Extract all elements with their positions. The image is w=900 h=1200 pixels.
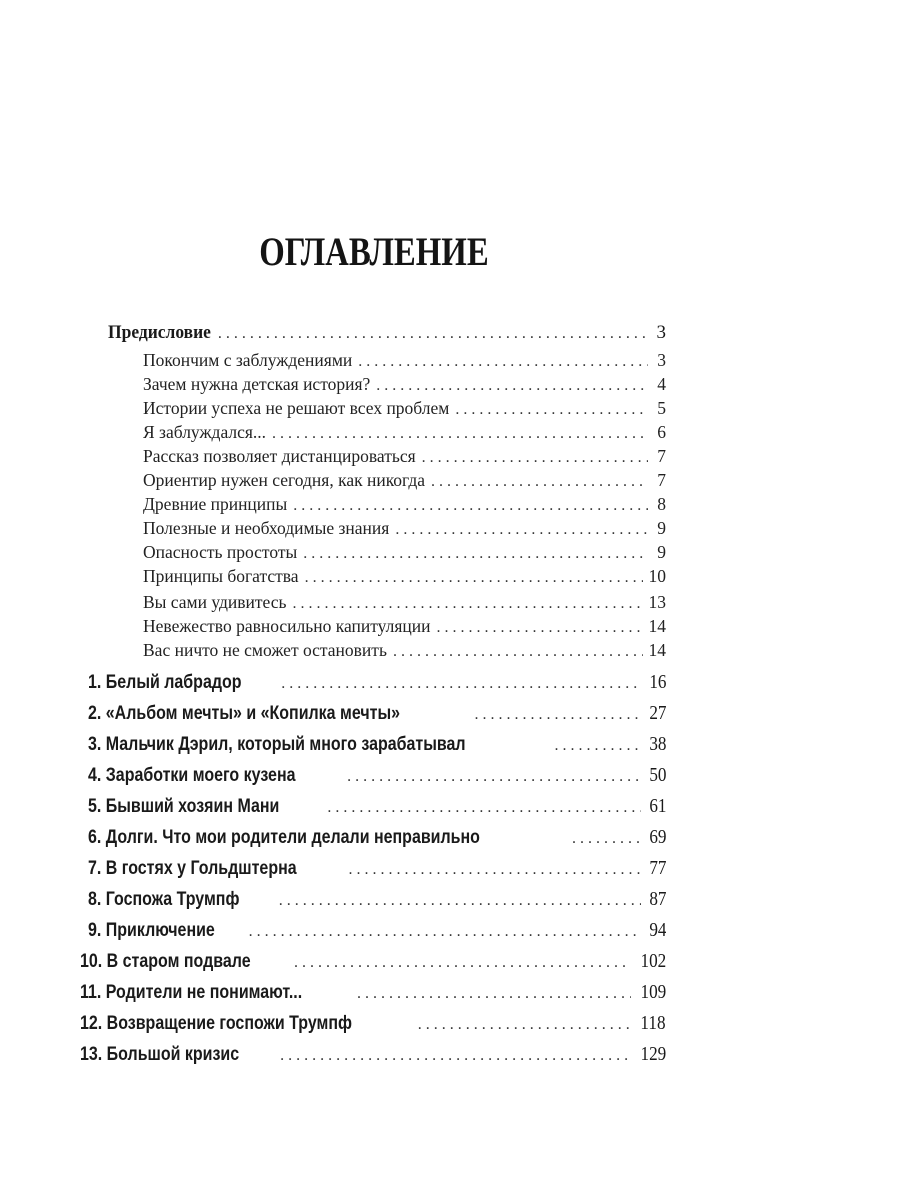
toc-entry-page: 3 <box>657 350 666 370</box>
toc-chapter-label: 8. Госпожа Трумпф <box>88 888 240 910</box>
toc-chapter[interactable] <box>88 888 666 911</box>
toc-entry-preface[interactable] <box>108 322 666 344</box>
toc-chapter[interactable] <box>88 702 666 725</box>
toc-chapter-label: 1. Белый лабрадор <box>88 671 242 693</box>
toc-chapter-label: 4. Заработки моего кузена <box>88 764 296 786</box>
toc-subentry[interactable] <box>143 422 666 443</box>
toc-chapter[interactable] <box>88 857 666 880</box>
toc-chapter-label: 6. Долги. Что мои родители делали неправильно <box>88 826 480 848</box>
toc-chapter[interactable] <box>88 764 666 787</box>
toc-entry-label: Вас ничто не сможет остановить <box>143 640 387 660</box>
toc-chapter-page: 69 <box>648 827 666 848</box>
dot-leader <box>272 425 648 443</box>
dot-leader <box>437 619 643 637</box>
toc-entry-label: Вы сами удивитесь <box>143 592 287 612</box>
toc-subentry[interactable] <box>143 542 666 563</box>
page-title: ОГЛАВЛЕНИЕ <box>259 229 489 274</box>
dot-leader <box>376 377 648 395</box>
dot-leader <box>395 521 648 539</box>
toc-entry-label: Рассказ позволяет дистанцироваться <box>143 446 416 466</box>
dot-leader <box>293 497 648 515</box>
toc-chapter[interactable] <box>80 1043 666 1066</box>
toc-subentry[interactable] <box>143 470 666 491</box>
toc-chapter[interactable] <box>80 950 666 973</box>
toc-subentry[interactable] <box>143 398 666 419</box>
toc-entry-label: Ориентир нужен сегодня, как никогда <box>143 470 426 490</box>
toc-chapter[interactable] <box>88 795 666 818</box>
toc-chapter-label: 10. В старом подвале <box>80 950 251 972</box>
dot-leader <box>293 595 643 613</box>
toc-entry-page: 7 <box>657 470 666 490</box>
dot-leader <box>455 401 648 419</box>
toc-entry-label: Древние принципы <box>143 494 288 514</box>
dot-leader <box>249 923 641 941</box>
toc-entry-label: Опасность простоты <box>143 542 298 562</box>
toc-entry-page: 14 <box>648 640 666 660</box>
dot-leader <box>279 892 641 910</box>
toc-entry-page: 10 <box>648 566 666 586</box>
dot-leader <box>418 1016 632 1034</box>
toc-entry-page: 9 <box>657 518 666 538</box>
toc-chapter-page: 16 <box>648 672 666 693</box>
toc-subentry[interactable] <box>143 374 666 395</box>
toc-entry-page: 13 <box>648 592 666 612</box>
toc-entry-label: Покончим с заблуждениями <box>143 350 353 370</box>
dot-leader <box>348 861 640 879</box>
toc-entry-page: 14 <box>648 616 666 636</box>
toc-subentry[interactable] <box>143 494 666 515</box>
toc-chapter-page: 102 <box>640 951 666 972</box>
dot-leader <box>281 675 640 693</box>
toc-chapter-label: 9. Приключение <box>88 919 215 941</box>
toc-chapter-page: 50 <box>648 765 666 786</box>
toc-entry-label: Полезные и необходимые знания <box>143 518 390 538</box>
dot-leader <box>280 1047 631 1065</box>
dot-leader <box>347 768 640 786</box>
toc-entry-page: 9 <box>657 542 666 562</box>
dot-leader <box>303 545 648 563</box>
dot-leader <box>422 449 648 467</box>
toc-entry-label: Зачем нужна детская история? <box>143 374 371 394</box>
toc-chapter-label: 3. Мальчик Дэрил, который много зарабатывал <box>88 733 466 755</box>
toc-subentry[interactable] <box>143 640 666 661</box>
toc-subentry[interactable] <box>143 566 666 587</box>
dot-leader <box>393 643 643 661</box>
toc-subentry[interactable] <box>143 616 666 637</box>
toc-subentry[interactable] <box>143 592 666 613</box>
toc-subentry[interactable] <box>143 350 666 371</box>
toc-entry-page: 5 <box>657 398 666 418</box>
toc-chapter[interactable] <box>88 733 666 756</box>
toc-entry-label: Предисловие <box>108 322 211 343</box>
toc-chapter-label: 7. В гостях у Гольдштерна <box>88 857 297 879</box>
dot-leader <box>554 737 640 755</box>
toc-chapter-page: 87 <box>648 889 666 910</box>
toc-entry-page: 8 <box>657 494 666 514</box>
toc-chapter-label: 12. Возвращение госпожи Трумпф <box>80 1012 353 1034</box>
toc-chapter-label: 13. Большой кризис <box>80 1043 240 1065</box>
toc-entry-label: Истории успеха не решают всех проблем <box>143 398 450 418</box>
toc-entry-page: 7 <box>657 446 666 466</box>
toc-chapter[interactable] <box>88 671 666 694</box>
toc-chapter-page: 129 <box>640 1044 666 1065</box>
toc-entry-page: 4 <box>657 374 666 394</box>
dot-leader <box>572 830 641 848</box>
dot-leader <box>305 569 643 587</box>
toc-chapter-label: 2. «Альбом мечты» и «Копилка мечты» <box>88 702 401 724</box>
toc-chapter[interactable] <box>88 919 666 942</box>
toc-chapter-label: 5. Бывший хозяин Мани <box>88 795 280 817</box>
dot-leader <box>358 353 648 371</box>
toc-chapter[interactable] <box>80 1012 666 1035</box>
toc-entry-page: 6 <box>657 422 666 442</box>
toc-chapter-page: 118 <box>640 1013 666 1034</box>
dot-leader <box>218 325 648 343</box>
toc-entry-label: Я заблуждался... <box>143 422 267 442</box>
toc-chapter[interactable] <box>80 981 666 1004</box>
toc-subentry[interactable] <box>143 446 666 467</box>
toc-chapter-label: 11. Родители не понимают... <box>80 981 303 1003</box>
dot-leader <box>357 985 631 1003</box>
dot-leader <box>327 799 640 817</box>
toc-chapter-page: 61 <box>648 796 666 817</box>
dot-leader <box>475 706 641 724</box>
toc-subentry[interactable] <box>143 518 666 539</box>
toc-entry-label: Принципы богатства <box>143 566 299 586</box>
dot-leader <box>431 473 648 491</box>
dot-leader <box>294 954 631 972</box>
toc-chapter-page: 27 <box>648 703 666 724</box>
toc-chapter-page: 109 <box>640 982 666 1003</box>
toc-entry-page: 3 <box>656 322 666 343</box>
toc-chapter[interactable] <box>88 826 666 849</box>
toc-chapter-page: 77 <box>648 858 666 879</box>
toc-chapter-page: 38 <box>648 734 666 755</box>
toc-entry-label: Невежество равносильно капитуляции <box>143 616 431 636</box>
toc-chapter-page: 94 <box>648 920 666 941</box>
